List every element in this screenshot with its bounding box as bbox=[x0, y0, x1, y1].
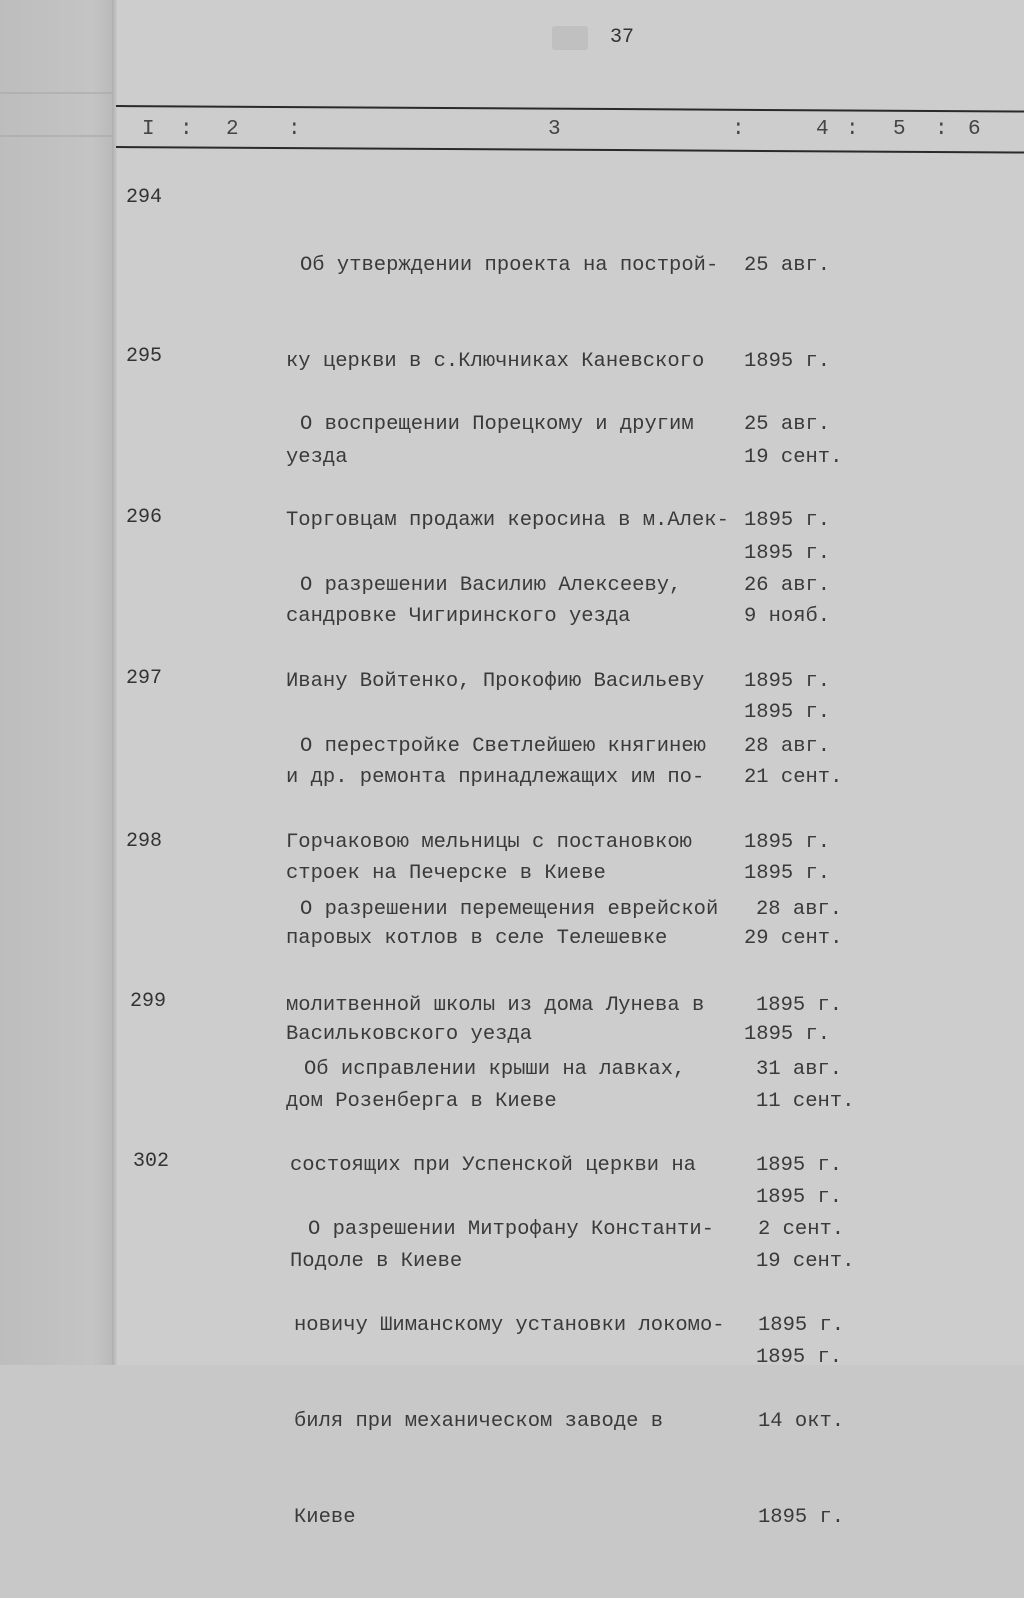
title-line: дом Розенберга в Киеве bbox=[286, 1090, 557, 1113]
date-line: 19 сент. bbox=[756, 1250, 855, 1273]
column-header: 4 bbox=[816, 118, 829, 141]
column-header: I bbox=[142, 118, 155, 141]
date-line: 26 авг. bbox=[744, 574, 831, 597]
date-line: 1895 г. bbox=[756, 1346, 843, 1369]
date-line: 19 сент. bbox=[744, 446, 843, 469]
date-line: 29 сент. bbox=[744, 927, 843, 950]
date-line: 1895 г. bbox=[756, 1154, 843, 1177]
date-line: 25 авг. bbox=[744, 254, 831, 277]
entry-number: 298 bbox=[126, 830, 163, 853]
column-separator: : bbox=[935, 118, 948, 141]
entry-dates bbox=[758, 1150, 878, 1598]
title-line: уезда bbox=[286, 446, 348, 469]
date-line: 1895 г. bbox=[744, 509, 831, 532]
date-line: 31 авг. bbox=[756, 1058, 843, 1081]
date-line: 1895 г. bbox=[744, 542, 831, 565]
date-line: 1895 г. bbox=[756, 1186, 843, 1209]
column-separator: : bbox=[288, 118, 301, 141]
title-line: Ивану Войтенко, Прокофию Васильеву bbox=[286, 670, 705, 693]
title-line: паровых котлов в селе Телешевке bbox=[286, 927, 668, 950]
stamp-smudge bbox=[552, 26, 588, 50]
page-number: 37 bbox=[610, 26, 635, 49]
date-line: 11 сент. bbox=[756, 1090, 855, 1113]
column-header: 5 bbox=[893, 118, 906, 141]
title-line: ку церкви в с.Ключниках Каневского bbox=[286, 350, 705, 373]
date-line: 2 сент. bbox=[758, 1218, 845, 1241]
title-line: и др. ремонта принадлежащих им по- bbox=[286, 766, 705, 789]
date-line: 25 авг. bbox=[744, 413, 831, 436]
column-separator: : bbox=[732, 118, 745, 141]
title-line: состоящих при Успенской церкви на bbox=[290, 1154, 696, 1177]
date-line: 21 сент. bbox=[744, 766, 843, 789]
date-line: 1895 г. bbox=[744, 350, 831, 373]
date-line: 14 окт. bbox=[758, 1410, 845, 1433]
title-line: О разрешении Митрофану Константи- bbox=[308, 1218, 714, 1241]
column-separator: : bbox=[180, 118, 193, 141]
date-line: 1895 г. bbox=[744, 862, 831, 885]
title-line: молитвенной школы из дома Лунева в bbox=[286, 994, 705, 1017]
date-line: 1895 г. bbox=[756, 994, 843, 1017]
date-line: 1895 г. bbox=[758, 1314, 845, 1337]
date-line: 1895 г. bbox=[744, 1023, 831, 1046]
title-line: сандровке Чигиринского уезда bbox=[286, 605, 631, 628]
bleed-through-line bbox=[0, 135, 116, 137]
column-header: 2 bbox=[226, 118, 239, 141]
column-separator: : bbox=[846, 118, 859, 141]
title-line: О разрешении перемещения еврейской bbox=[300, 898, 719, 921]
title-line: Подоле в Киеве bbox=[290, 1250, 463, 1273]
title-line: О перестройке Светлейшею княгинею bbox=[300, 735, 706, 758]
date-line: 1895 г. bbox=[758, 1506, 845, 1529]
column-header: 6 bbox=[968, 118, 981, 141]
title-line: биля при механическом заводе в bbox=[294, 1410, 664, 1433]
title-line: Киеве bbox=[294, 1506, 356, 1529]
title-line: Об исправлении крыши на лавках, bbox=[304, 1058, 686, 1081]
entry-title bbox=[294, 1150, 764, 1598]
column-header: 3 bbox=[548, 118, 561, 141]
bleed-through-line bbox=[0, 92, 116, 94]
date-line: 1895 г. bbox=[744, 701, 831, 724]
entry-number: 297 bbox=[126, 667, 163, 690]
title-line: О воспрещении Порецкому и другим bbox=[300, 413, 694, 436]
title-line: О разрешении Василию Алексееву, bbox=[300, 574, 682, 597]
title-line: Об утверждении проекта на построй- bbox=[300, 254, 719, 277]
entry-number: 294 bbox=[126, 186, 163, 209]
adjacent-page-edge bbox=[0, 0, 116, 1365]
date-line: 28 авг. bbox=[744, 735, 831, 758]
date-line: 1895 г. bbox=[744, 670, 831, 693]
title-line: новичу Шиманскому установки локомо- bbox=[294, 1314, 725, 1337]
date-line: 9 нояб. bbox=[744, 605, 831, 628]
date-line: 1895 г. bbox=[744, 831, 831, 854]
title-line: Васильковского уезда bbox=[286, 1023, 533, 1046]
entry-number: 296 bbox=[126, 506, 163, 529]
title-line: строек на Печерске в Киеве bbox=[286, 862, 606, 885]
entry-number: 295 bbox=[126, 345, 163, 368]
date-line: 28 авг. bbox=[756, 898, 843, 921]
title-line: Торговцам продажи керосина в м.Алек- bbox=[286, 509, 729, 532]
entry-number: 299 bbox=[130, 990, 167, 1013]
title-line: Горчаковою мельницы с постановкою bbox=[286, 831, 692, 854]
entry-number: 302 bbox=[133, 1150, 170, 1173]
